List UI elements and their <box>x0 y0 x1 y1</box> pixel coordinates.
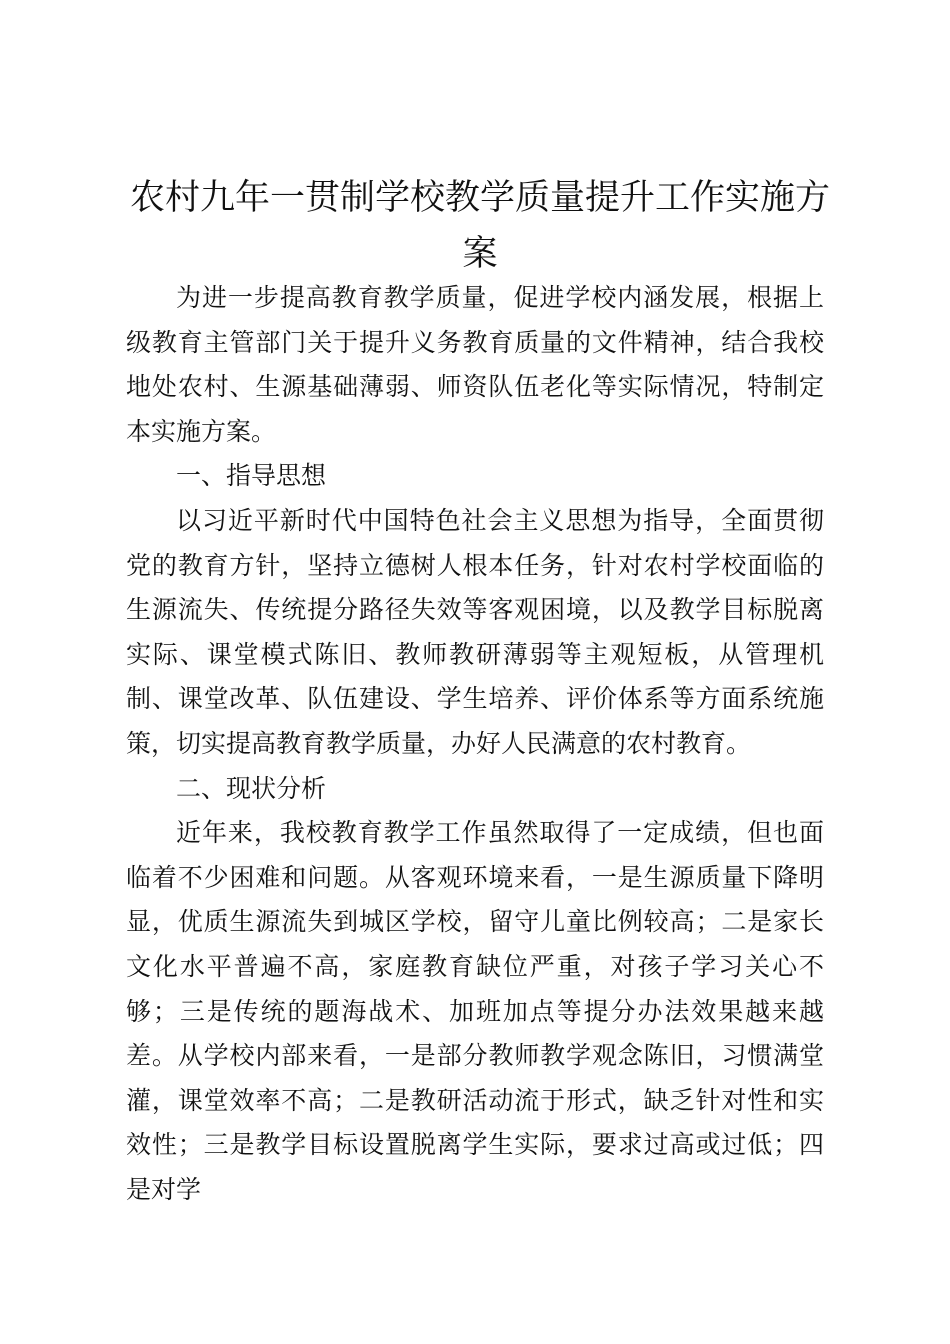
document-title: 农村九年一贯制学校教学质量提升工作实施方案 <box>129 178 830 274</box>
section-heading-guiding-ideology: 一、指导思想 <box>176 461 327 491</box>
status-analysis-paragraph: 近年来，我校教育教学工作虽然取得了一定成绩，但也面临着不少困难和问题。从客观环境来看，一是生源质量下降明显，优质生源流失到城区学校，留守儿童比例较高；二是家长文化水平普遍不高，家庭教育缺位严重，对孩子学习关心不够；三是传统的题海战术、加班加点等提分办法效果越来越差。从学校内部来看，一是部分教师教学观念陈旧，习惯满堂灌，课堂效率不高；二是教研活动流于形式，缺乏针对性和实效性；三是教学目标设置脱离学生实际，要求过高或过低；四是对学 <box>126 818 824 1204</box>
guiding-ideology-paragraph: 以习近平新时代中国特色社会主义思想为指导，全面贯彻党的教育方针，坚持立德树人根本任务，针对农村学校面临的生源流失、传统提分路径失效等客观困境，以及教学目标脱离实际、课堂模式陈旧、教师教研薄弱等主观短板，从管理机制、课堂改革、队伍建设、学生培养、评价体系等方面系统施策，切实提高教育教学质量，办好人民满意的农村教育。 <box>126 505 824 758</box>
section-heading-status-analysis: 二、现状分析 <box>176 773 327 803</box>
intro-paragraph: 为进一步提高教育教学质量，促进学校内涵发展，根据上级教育主管部门关于提升义务教育质量的文件精神，结合我校地处农村、生源基础薄弱、师资队伍老化等实际情况，特制定本实施方案。 <box>126 283 824 446</box>
document-body <box>126 276 824 1212</box>
